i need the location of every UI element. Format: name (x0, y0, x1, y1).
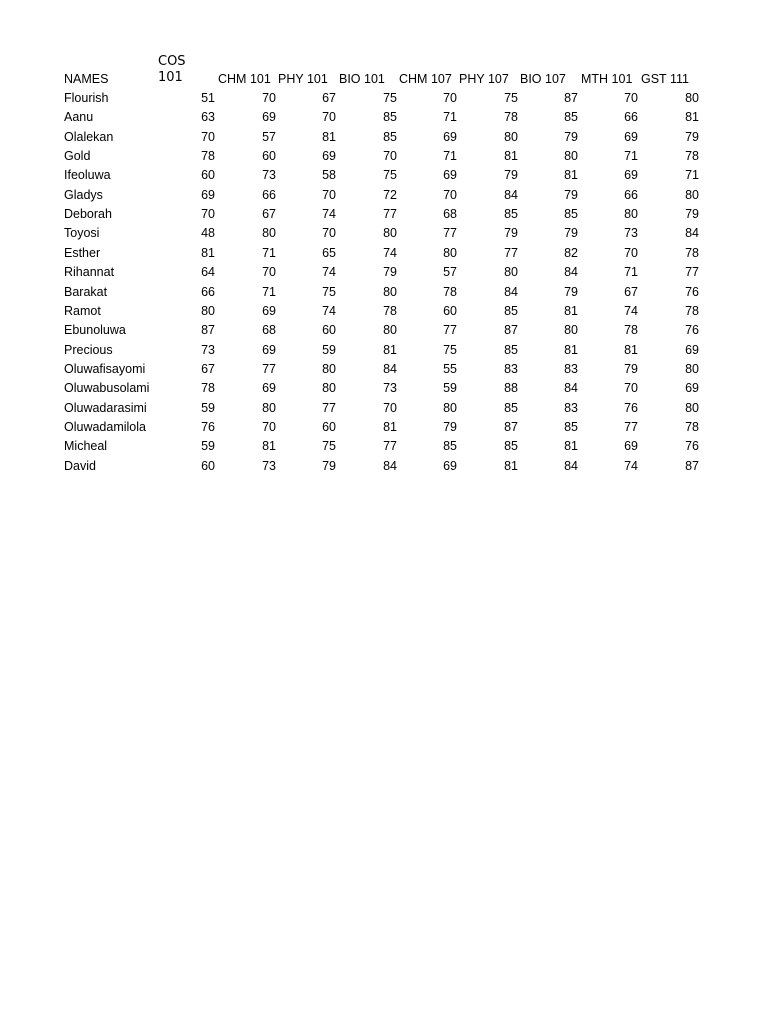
score-cell: 70 (624, 245, 638, 260)
score-cell: 77 (322, 400, 336, 415)
score-cell: 87 (504, 323, 518, 338)
score-cell: 69 (624, 168, 638, 183)
score-cell: 80 (504, 265, 518, 280)
score-cell: 78 (624, 323, 638, 338)
score-cell: 69 (443, 458, 457, 473)
score-cell: 80 (322, 361, 336, 376)
score-cell: 69 (262, 381, 276, 396)
score-cell: 81 (504, 149, 518, 164)
score-cell: 69 (262, 342, 276, 357)
score-cell: 67 (262, 207, 276, 222)
score-cell: 80 (564, 149, 578, 164)
score-cell: 70 (322, 187, 336, 202)
score-cell: 75 (383, 91, 397, 105)
score-cell: 87 (685, 458, 699, 473)
score-cell: 60 (201, 458, 215, 473)
column-header-bio-101: BIO 101 (339, 72, 385, 86)
score-cell: 80 (685, 361, 699, 376)
score-cell: 85 (443, 439, 457, 454)
score-cell: 79 (624, 361, 638, 376)
column-header-chm-107: CHM 107 (399, 72, 452, 86)
score-cell: 59 (201, 439, 215, 454)
score-cell: 85 (504, 303, 518, 318)
score-cell: 63 (201, 110, 215, 125)
score-cell: 71 (685, 168, 699, 183)
score-cell: 65 (322, 245, 336, 260)
score-cell: 80 (685, 400, 699, 415)
score-cell: 58 (322, 168, 336, 183)
score-cell: 70 (443, 91, 457, 105)
score-cell: 79 (564, 284, 578, 299)
score-cell: 85 (504, 439, 518, 454)
score-cell: 87 (564, 91, 578, 105)
score-cell: 74 (624, 303, 638, 318)
score-cell: 85 (564, 419, 578, 434)
score-cell: 68 (262, 323, 276, 338)
score-cell: 57 (262, 129, 276, 144)
student-name-cell: David (64, 458, 96, 473)
score-cell: 81 (201, 245, 215, 260)
score-cell: 78 (685, 419, 699, 434)
score-cell: 81 (564, 439, 578, 454)
student-name-cell: Aanu (64, 110, 94, 125)
student-name-cell: Flourish (64, 91, 109, 105)
column-header-phy-101: PHY 101 (278, 72, 328, 86)
score-cell: 68 (443, 207, 457, 222)
score-cell: 81 (383, 342, 397, 357)
score-cell: 75 (383, 168, 397, 183)
score-cell: 78 (504, 110, 518, 125)
score-cell: 67 (624, 284, 638, 299)
score-cell: 69 (443, 168, 457, 183)
score-cell: 71 (624, 265, 638, 280)
score-cell: 81 (504, 458, 518, 473)
column-header-cos-101: COS 101 (158, 54, 186, 85)
student-name-cell: Barakat (64, 284, 108, 299)
score-cell: 60 (201, 168, 215, 183)
score-cell: 79 (504, 226, 518, 241)
score-cell: 70 (201, 207, 215, 222)
score-cell: 77 (685, 265, 699, 280)
student-name-cell: Esther (64, 245, 101, 260)
score-cell: 84 (564, 458, 578, 473)
score-cell: 84 (383, 361, 397, 376)
score-cell: 77 (443, 323, 457, 338)
score-cell: 60 (322, 323, 336, 338)
score-cell: 48 (201, 226, 215, 241)
score-cell: 60 (322, 419, 336, 434)
column-header-names: NAMES (64, 72, 109, 86)
score-cell: 76 (685, 323, 699, 338)
score-cell: 51 (201, 91, 215, 105)
column-header-chm-101: CHM 101 (218, 72, 271, 86)
score-cell: 79 (443, 419, 457, 434)
score-cell: 69 (262, 303, 276, 318)
score-cell: 84 (564, 265, 578, 280)
score-cell: 70 (383, 400, 397, 415)
score-cell: 70 (322, 226, 336, 241)
score-cell: 69 (624, 129, 638, 144)
score-cell: 81 (624, 342, 638, 357)
score-cell: 79 (322, 458, 336, 473)
score-cell: 82 (564, 245, 578, 260)
score-cell: 70 (383, 149, 397, 164)
score-cell: 81 (383, 419, 397, 434)
score-cell: 70 (262, 419, 276, 434)
score-cell: 75 (504, 91, 518, 105)
score-cell: 79 (504, 168, 518, 183)
score-cell: 73 (262, 458, 276, 473)
score-cell: 75 (322, 439, 336, 454)
student-name-cell: Rihannat (64, 265, 115, 280)
score-cell: 73 (383, 381, 397, 396)
score-cell: 66 (201, 284, 215, 299)
score-cell: 69 (201, 187, 215, 202)
score-cell: 85 (504, 400, 518, 415)
score-cell: 80 (443, 245, 457, 260)
score-cell: 75 (443, 342, 457, 357)
score-cell: 79 (564, 129, 578, 144)
score-cell: 79 (564, 226, 578, 241)
score-cell: 80 (322, 381, 336, 396)
score-cell: 85 (564, 207, 578, 222)
student-name-cell: Micheal (64, 439, 108, 454)
score-cell: 69 (685, 342, 699, 357)
student-name-cell: Precious (64, 342, 113, 357)
score-cell: 84 (504, 187, 518, 202)
score-cell: 81 (564, 342, 578, 357)
score-cell: 67 (322, 91, 336, 105)
score-cell: 70 (624, 91, 638, 105)
score-cell: 71 (262, 245, 276, 260)
score-cell: 66 (624, 110, 638, 125)
score-cell: 60 (443, 303, 457, 318)
score-cell: 66 (262, 187, 276, 202)
score-cell: 74 (322, 265, 336, 280)
score-cell: 64 (201, 265, 215, 280)
column-header-gst-111: GST 111 (641, 72, 689, 86)
score-cell: 85 (504, 207, 518, 222)
score-cell: 77 (624, 419, 638, 434)
score-cell: 71 (262, 284, 276, 299)
score-cell: 81 (322, 129, 336, 144)
student-name-cell: Oluwadamilola (64, 419, 146, 434)
student-name-cell: Gold (64, 149, 91, 164)
score-cell: 67 (201, 361, 215, 376)
score-cell: 75 (322, 284, 336, 299)
score-cell: 80 (443, 400, 457, 415)
score-cell: 57 (443, 265, 457, 280)
score-cell: 88 (504, 381, 518, 396)
score-cell: 71 (624, 149, 638, 164)
score-cell: 77 (443, 226, 457, 241)
score-cell: 80 (685, 187, 699, 202)
score-cell: 81 (685, 110, 699, 125)
student-name-cell: Oluwabusolami (64, 381, 150, 396)
score-cell: 70 (201, 129, 215, 144)
score-cell: 76 (685, 284, 699, 299)
student-name-cell: Oluwadarasimi (64, 400, 147, 415)
score-cell: 72 (383, 187, 397, 202)
score-cell: 77 (383, 207, 397, 222)
score-cell: 80 (262, 400, 276, 415)
score-cell: 85 (504, 342, 518, 357)
score-cell: 84 (504, 284, 518, 299)
score-cell: 59 (201, 400, 215, 415)
score-cell: 78 (685, 303, 699, 318)
score-cell: 70 (624, 381, 638, 396)
score-cell: 71 (443, 110, 457, 125)
score-cell: 77 (504, 245, 518, 260)
score-cell: 73 (624, 226, 638, 241)
score-cell: 69 (624, 439, 638, 454)
score-cell: 80 (564, 323, 578, 338)
score-cell: 59 (443, 381, 457, 396)
score-cell: 84 (564, 381, 578, 396)
score-cell: 55 (443, 361, 457, 376)
score-cell: 69 (443, 129, 457, 144)
score-cell: 85 (383, 110, 397, 125)
student-name-cell: Ebunoluwa (64, 323, 126, 338)
student-name-cell: Ifeoluwa (64, 168, 111, 183)
score-cell: 74 (322, 303, 336, 318)
score-cell: 69 (262, 110, 276, 125)
score-cell: 70 (322, 110, 336, 125)
score-cell: 80 (504, 129, 518, 144)
score-cell: 81 (262, 439, 276, 454)
score-cell: 74 (322, 207, 336, 222)
score-cell: 80 (262, 226, 276, 241)
score-cell: 80 (201, 303, 215, 318)
score-cell: 70 (262, 91, 276, 105)
score-cell: 69 (685, 381, 699, 396)
score-cell: 76 (685, 439, 699, 454)
score-cell: 77 (262, 361, 276, 376)
score-cell: 83 (504, 361, 518, 376)
column-header-bio-107: BIO 107 (520, 72, 566, 86)
score-cell: 83 (564, 361, 578, 376)
score-cell: 59 (322, 342, 336, 357)
score-cell: 71 (443, 149, 457, 164)
score-cell: 76 (201, 419, 215, 434)
score-cell: 70 (443, 187, 457, 202)
score-cell: 78 (201, 381, 215, 396)
score-cell: 74 (383, 245, 397, 260)
score-cell: 81 (564, 168, 578, 183)
score-cell: 83 (564, 400, 578, 415)
student-name-cell: Ramot (64, 303, 101, 318)
column-header-phy-107: PHY 107 (459, 72, 509, 86)
score-cell: 79 (685, 207, 699, 222)
score-cell: 78 (383, 303, 397, 318)
score-cell: 78 (685, 149, 699, 164)
score-cell: 80 (624, 207, 638, 222)
score-cell: 77 (383, 439, 397, 454)
score-cell: 79 (685, 129, 699, 144)
score-cell: 80 (383, 226, 397, 241)
score-cell: 73 (201, 342, 215, 357)
score-cell: 66 (624, 187, 638, 202)
score-cell: 78 (443, 284, 457, 299)
score-cell: 87 (504, 419, 518, 434)
student-name-cell: Oluwafisayomi (64, 361, 146, 376)
score-cell: 80 (383, 284, 397, 299)
column-header-mth-101: MTH 101 (581, 72, 633, 86)
score-cell: 84 (685, 226, 699, 241)
score-cell: 73 (262, 168, 276, 183)
score-cell: 81 (564, 303, 578, 318)
score-cell: 69 (322, 149, 336, 164)
score-cell: 78 (685, 245, 699, 260)
score-cell: 84 (383, 458, 397, 473)
score-cell: 85 (383, 129, 397, 144)
score-cell: 87 (201, 323, 215, 338)
score-cell: 80 (685, 91, 699, 105)
score-cell: 79 (383, 265, 397, 280)
student-name-cell: Toyosi (64, 226, 100, 241)
score-cell: 85 (564, 110, 578, 125)
score-cell: 60 (262, 149, 276, 164)
score-cell: 70 (262, 265, 276, 280)
score-cell: 79 (564, 187, 578, 202)
student-name-cell: Deborah (64, 207, 112, 222)
student-name-cell: Olalekan (64, 129, 114, 144)
score-cell: 80 (383, 323, 397, 338)
student-name-cell: Gladys (64, 187, 103, 202)
score-cell: 76 (624, 400, 638, 415)
score-cell: 74 (624, 458, 638, 473)
score-cell: 78 (201, 149, 215, 164)
